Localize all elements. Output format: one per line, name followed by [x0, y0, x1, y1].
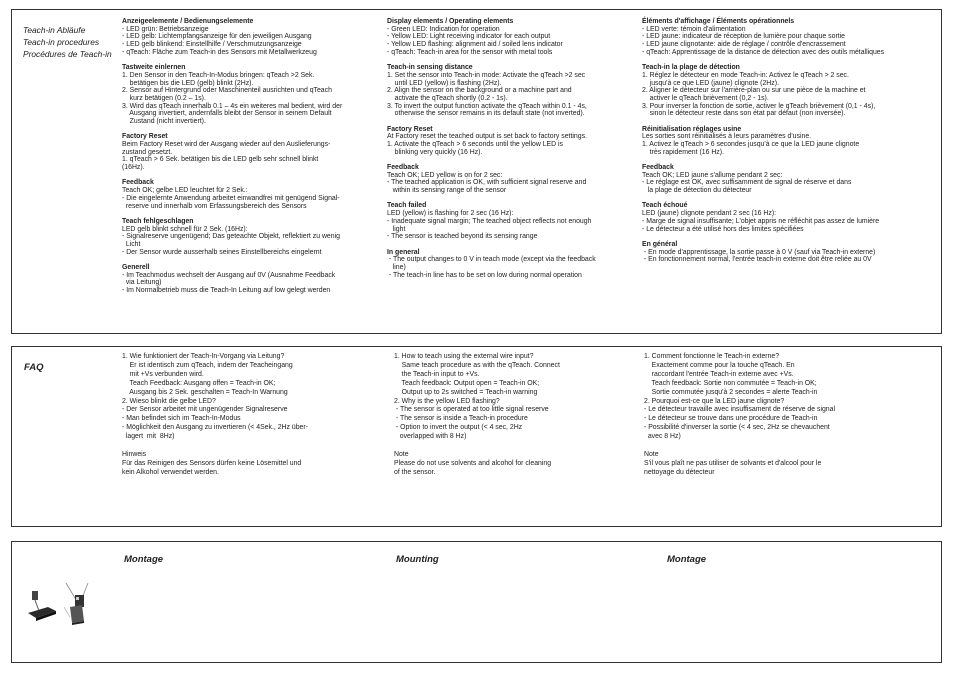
mounting-panel [11, 541, 942, 663]
procedure-line: - Im Normalbetrieb muss die Teach-In Leitung auf low gelegt werden [122, 287, 331, 295]
procedure-line: Zustand (nicht invertiert). [122, 118, 206, 126]
faq-column-en [394, 353, 644, 478]
faq-line: 2. Pourquoi est-ce que la LED jaune clignote? [644, 397, 785, 405]
procedure-line: - Im Teachmodus wechselt der Ausgang auf 0V (Ausnahme Feedback [122, 271, 336, 279]
faq-line: - Man befindet sich im Teach-In-Modus [122, 415, 241, 423]
procedure-section-title: Generell [122, 263, 150, 271]
procedure-line: 3. Wird das qTeach innerhalb 0.1 – 4s ein weiteres mal bedient, wird der [122, 102, 343, 110]
procedure-line: line) [387, 263, 406, 271]
procedure-section [642, 126, 939, 157]
side-title-de: Teach-in Abläufe [23, 25, 86, 35]
faq-line: - Le détecteur se trouve dans une procédure de Teach-in [644, 415, 818, 423]
procedure-section [122, 264, 384, 295]
procedure-section-title: En général [642, 240, 678, 248]
procedure-section-title: Factory Reset [122, 133, 168, 141]
procedure-section-title: Feedback [122, 179, 154, 187]
faq-line: raccordant l'entrée Teach-in externe avec +Vs. [644, 370, 794, 378]
procedure-line: 1. Réglez le détecteur en mode Teach-in: Activez le qTeach > 2 sec. [642, 71, 849, 79]
procedure-line: - Yellow LED flashing: alignment aid / soiled lens indicator [387, 41, 563, 49]
procedure-section-title: Feedback [642, 164, 674, 172]
procedure-section [122, 179, 384, 210]
faq-line: the Teach-in input to +Vs. [394, 370, 480, 378]
procedure-line: - LED jaune: indicateur de réception de lumière pour chaque sortie [642, 33, 846, 41]
procedure-line: otherwise the sensor remains in its default state (not inverted). [387, 110, 585, 118]
faq-line: Exactement comme pour la touche qTeach. En [644, 361, 795, 369]
procedure-section [387, 18, 645, 57]
mounting-title-de: Montage [124, 554, 164, 565]
procedure-section-title: Teach échoué [642, 202, 688, 210]
procedure-line: 1. Activez le qTeach > 6 secondes jusqu'à ce que la LED jaune clignote [642, 141, 860, 149]
faq-line: Output up to 2s switched = Teach-in warning [394, 388, 538, 396]
faq-line: 1. How to teach using the external wire input? [394, 353, 534, 360]
procedure-line: activate the qTeach shortly (0.2 - 1s). [387, 94, 508, 102]
procedure-section [122, 64, 384, 126]
procedure-section-title: Display elements / Operating elements [387, 18, 514, 25]
procedure-section [642, 241, 939, 264]
procedure-line: - The teach-in line has to be set on low during normal operation [387, 271, 582, 279]
procedure-section [387, 249, 645, 280]
procedure-line: reserve und innerhalb vom Erfassungsbereich des Sensors [122, 202, 307, 210]
procedure-line: within its sensing range of the sensor [387, 187, 507, 195]
procedure-section [122, 218, 384, 257]
side-title-en: Teach-in procedures [23, 37, 100, 47]
procedure-section-title: Anzeigeelemente / Bedienungselemente [122, 18, 254, 25]
procedure-line: Licht [122, 240, 141, 248]
faq-line: mit +Vs verbunden wird. [122, 370, 204, 378]
faq-line: Sortie commutée jusqu'à 2 secondes = alerte Teach-in [644, 388, 818, 396]
procedure-line: - Green LED: Indication for operation [387, 25, 500, 33]
procedure-line: until LED (yellow) is flashing (2Hz). [387, 79, 502, 87]
faq-line: Please do not use solvents and alcohol for cleaning [394, 459, 552, 467]
procedure-line: 1. Set the sensor into Teach-in mode: Activate the qTeach >2 sec [387, 71, 586, 79]
faq-line: - The sensor is inside a Teach-in procedure [394, 415, 528, 423]
faq-line: overlapped with 8 Hz) [394, 433, 467, 441]
faq-line [122, 442, 387, 451]
faq-line: Note [394, 450, 409, 458]
procedure-section [122, 18, 384, 57]
procedure-line: - Le réglage est OK, avec suffisamment de signal de réserve et dans [642, 179, 852, 187]
faq-line: - Der Sensor arbeitet mit ungenügender Signalreserve [122, 406, 288, 414]
procedure-line: Les sorties sont réinitialisés à leurs paramètres d'usine. [642, 133, 812, 141]
procedure-line: - LED verte: témoin d'alimentation [642, 25, 746, 33]
procedure-line: - The sensor is teached beyond its sensing range [387, 233, 538, 241]
procedure-section [387, 164, 645, 195]
faq-line: S'il vous plaît ne pas utiliser de solvants et d'alcool pour le [644, 459, 822, 467]
procedure-line: (16Hz). [122, 164, 145, 172]
procedures-column-en [387, 18, 645, 287]
sensor-mounting-illustration [26, 577, 92, 635]
procedure-line: - LED jaune clignotante: aide de réglage / contrôle d'encrassement [642, 41, 846, 49]
faq-title: FAQ [24, 362, 44, 373]
procedure-section-title: In general [387, 248, 420, 256]
procedure-line: blinking very quickly (16 Hz). [387, 148, 483, 156]
procedure-line: sinon le détecteur reste dans son état par défaut (non inversée). [642, 110, 846, 118]
faq-line: Er ist identisch zum qTeach, indem der Teacheingang [122, 361, 293, 369]
faq-line: - Le détecteur travaille avec insuffisament de réserve de signal [644, 406, 835, 414]
faq-line: - Option to invert the output (< 4 sec, 2Hz [394, 424, 523, 432]
procedure-section [642, 18, 939, 57]
procedure-line: 3. To invert the output function activate the qTeach within 0.1 - 4s, [387, 102, 587, 110]
faq-line: of the sensor. [394, 468, 436, 476]
procedure-line: light [387, 225, 406, 233]
procedure-line: très rapidement (16 Hz). [642, 148, 724, 156]
procedure-line: - Der Sensor wurde ausserhalb seines Einstellbereichs eingelernt [122, 248, 322, 256]
faq-line: Teach Feedback: Ausgang offen = Teach-in OK; [122, 379, 276, 387]
faq-line: kein Alkohol verwendet werden. [122, 468, 219, 476]
faq-panel [11, 346, 942, 527]
faq-line: nettoyage du détecteur [644, 468, 715, 476]
procedure-line: Ausgang invertiert, andernfalls bleibt der Sensor in seinem Default [122, 110, 332, 118]
procedure-line: LED (yellow) is flashing for 2 sec (16 Hz): [387, 210, 514, 218]
procedure-section [642, 64, 939, 118]
faq-line: Hinweis [122, 450, 147, 458]
procedure-line: LED (jaune) clignote pendant 2 sec (16 Hz): [642, 210, 777, 218]
procedure-line: - Die eingelernte Anwendung arbeitet einwandfrei mit genügend Signal- [122, 194, 340, 202]
procedure-line: - LED gelb blinkend: Einstellhilfe / Verschmutzungsanzeige [122, 41, 302, 49]
procedure-line: 2. Align the sensor on the background or a machine part and [387, 87, 572, 95]
procedure-line: 1. Den Sensor in den Teach-In-Modus bringen: qTeach >2 Sek. [122, 71, 315, 79]
faq-line: Same teach procedure as with the qTeach. Connect [394, 361, 560, 369]
procedure-line: Teach OK; gelbe LED leuchtet für 2 Sek.: [122, 187, 248, 195]
procedure-line: betätigen bis die LED (gelb) blinkt (2Hz). [122, 79, 254, 87]
procedure-line: - Signalreserve ungenügend; Das geteachte Objekt, reflektiert zu wenig [122, 233, 340, 241]
sensor-body-left [28, 607, 56, 621]
procedure-line: At Factory reset the teached output is set back to factory settings. [387, 133, 587, 141]
procedure-line: activer le qTeach brièvement (0,2 - 1s). [642, 94, 769, 102]
faq-line: 2. Why is the yellow LED flashing? [394, 397, 500, 405]
procedure-line: LED gelb blinkt schnell für 2 Sek. (16Hz): [122, 225, 248, 233]
faq-line: - Möglichkeit den Ausgang zu invertieren (< 4Sek., 2Hz über- [122, 424, 308, 432]
procedure-line: - Marge de signal insuffisante; L'objet appris ne réfléchit pas assez de lumière [642, 217, 880, 225]
faq-line: Ausgang bis 2 Sek. geschalten = Teach-In Warnung [122, 388, 288, 396]
procedure-line: 1. Activate the qTeach > 6 seconds until the yellow LED is [387, 141, 564, 149]
procedure-section [387, 64, 645, 118]
faq-line: avec 8 Hz) [644, 433, 681, 441]
faq-line: Teach feedback: Output open = Teach-in OK; [394, 379, 540, 387]
procedure-line: - The teached application is OK, with sufficient signal reserve and [387, 179, 587, 187]
faq-line: Teach feedback: Sortie non commutée = Teach-in OK; [644, 379, 817, 387]
faq-line: Note [644, 450, 659, 458]
procedure-section-title: Factory Reset [387, 125, 433, 133]
procedure-section-title: Teach-in la plage de détection [642, 64, 740, 72]
faq-column-fr [644, 353, 934, 478]
procedure-line: la plage de détection du détecteur [642, 187, 752, 195]
faq-column-de [122, 353, 387, 478]
procedure-line: Teach OK; LED jaune s'allume pendant 2 sec: [642, 171, 783, 179]
procedure-line: - Yellow LED: Light receiving indicator for each output [387, 33, 551, 41]
procedure-section [642, 164, 939, 195]
faq-line: 1. Comment fonctionne le Teach-in externe? [644, 353, 780, 360]
procedure-line: Beim Factory Reset wird der Ausgang wieder auf den Auslieferungs- [122, 141, 331, 149]
procedure-line: - LED grün: Betriebsanzeige [122, 25, 209, 33]
procedure-line: kurz betätigen (0.2 – 1s). [122, 94, 206, 102]
procedure-line: - qTeach: Fläche zum Teach-in des Sensors mit Metallwerkzeug [122, 48, 317, 56]
procedure-line: jusqu'à ce que LED (jaune) clignote (2Hz). [642, 79, 779, 87]
procedure-section [122, 133, 384, 172]
procedures-column-de [122, 18, 384, 302]
side-title-fr: Procédures de Teach-in [23, 49, 112, 59]
procedure-line: 2. Sensor auf Hintergrund oder Maschinenteil ausrichten und qTeach [122, 87, 332, 95]
procedure-line: Teach OK; LED yellow is on for 2 sec: [387, 171, 503, 179]
procedure-section-title: Tastweite einlernen [122, 64, 186, 72]
procedure-section [387, 126, 645, 157]
faq-line [644, 442, 934, 451]
procedure-section [642, 202, 939, 233]
procedure-line: - Le détecteur a été utilisé hors des limites spécifiées [642, 225, 804, 233]
mounting-title-en: Mounting [396, 554, 439, 565]
procedure-line: - qTeach: Apprentissage de la distance de détection avec des outils métalliques [642, 48, 885, 56]
faq-line [394, 442, 644, 451]
procedure-line: 3. Pour inverser la fonction de sortie, activer le qTeach brièvement (0,1 - 4s), [642, 102, 876, 110]
procedure-line: zustand gesetzt. [122, 148, 173, 156]
procedure-line: - The output changes to 0 V in teach mode (except via the feedback [387, 256, 596, 264]
procedure-section [387, 202, 645, 241]
procedure-section-title: Teach-in sensing distance [387, 64, 473, 72]
mounting-title-fr: Montage [667, 554, 707, 565]
procedure-line: - Inadequate signal margin; The teached object reflects not enough [387, 217, 592, 225]
procedure-line: - En mode d'apprentissage, la sortie passe à 0 V (sauf via Teach-in externe) [642, 248, 876, 256]
faq-line: - The sensor is operated at too little signal reserve [394, 406, 549, 414]
procedure-section-title: Éléments d'affichage / Éléments opérationnels [642, 18, 795, 25]
procedure-section-title: Feedback [387, 164, 419, 172]
sensor-body-right [70, 605, 84, 625]
procedures-panel [11, 9, 942, 334]
procedure-section-title: Teach fehlgeschlagen [122, 217, 194, 225]
mounting-bracket-left [32, 591, 39, 611]
faq-line: 2. Wieso blinkt die gelbe LED? [122, 397, 216, 405]
faq-line: - Possibilité d'inverser la sortie (< 4 sec, 2Hz se chevauchent [644, 424, 830, 432]
procedure-line: - LED gelb: Lichtempfangsanzeige für den jeweiligen Ausgang [122, 33, 312, 41]
procedure-line: - En fonctionnement normal, l'entrée teach-in externe doit être reliée au 0V [642, 256, 872, 264]
procedure-line: 2. Aligner le détecteur sur l'arrière-plan ou sur une pièce de la machine et [642, 87, 866, 95]
procedure-line: 1. qTeach > 6 Sek. betätigen bis die LED gelb sehr schnell blinkt [122, 156, 319, 164]
faq-line: lagert mit 8Hz) [122, 433, 175, 441]
faq-line: 1. Wie funktioniert der Teach-In-Vorgang via Leitung? [122, 353, 285, 360]
procedures-column-fr [642, 18, 939, 272]
procedure-line: via Leitung) [122, 279, 162, 287]
faq-line: Für das Reinigen des Sensors dürfen keine Lösemittel und [122, 459, 302, 467]
procedures-side-titles [23, 24, 112, 60]
procedure-line: - qTeach: Teach-in area for the sensor with metal tools [387, 48, 553, 56]
procedure-section-title: Teach failed [387, 202, 427, 210]
procedure-section-title: Réinitialisation réglages usine [642, 125, 742, 133]
